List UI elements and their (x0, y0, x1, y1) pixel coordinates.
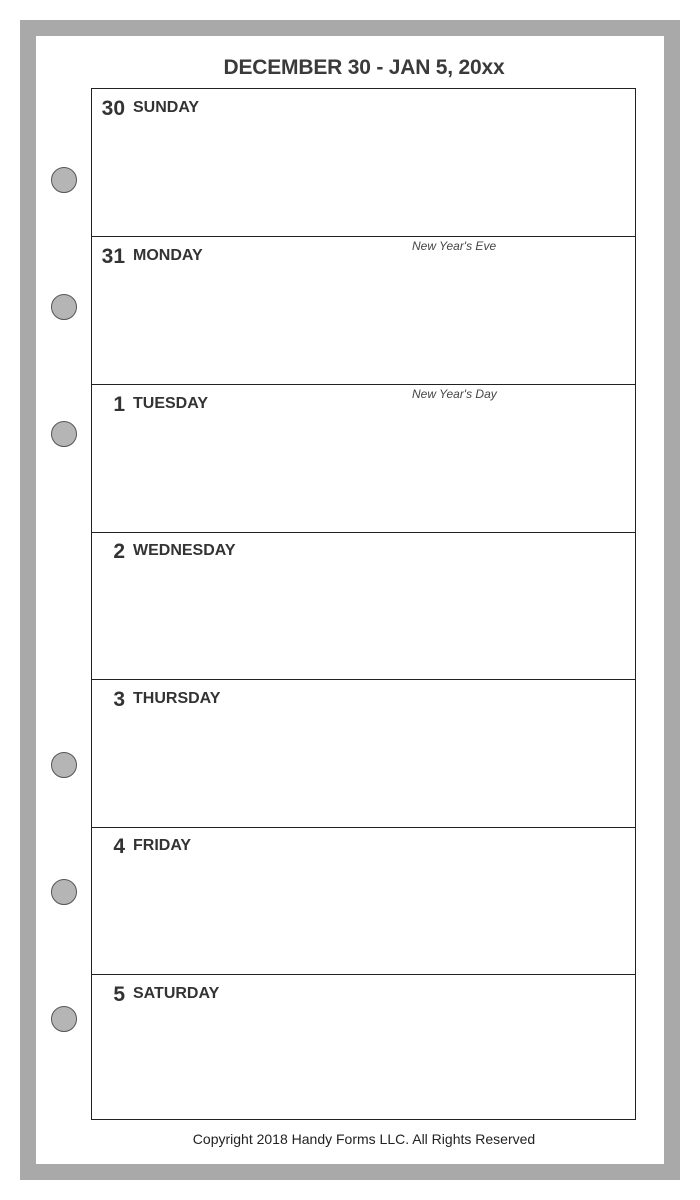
week-grid (91, 88, 636, 1120)
day-row-tuesday[interactable] (92, 385, 635, 533)
day-number: 4 (113, 835, 125, 858)
day-name: SATURDAY (133, 985, 220, 1002)
punch-hole (51, 294, 77, 320)
holiday-note: New Year's Eve (412, 239, 497, 253)
day-number: 5 (113, 983, 125, 1006)
punch-hole (51, 421, 77, 447)
copyright-text: Copyright 2018 Handy Forms LLC. All Rights Reserved (192, 1131, 536, 1147)
punch-hole (51, 752, 77, 778)
punch-hole (51, 879, 77, 905)
day-name: TUESDAY (133, 395, 208, 412)
day-name: WEDNESDAY (133, 542, 236, 559)
day-name: MONDAY (133, 247, 203, 264)
day-name: SUNDAY (133, 99, 200, 116)
day-number: 31 (101, 245, 125, 268)
day-number: 2 (113, 540, 125, 563)
day-number: 30 (101, 97, 125, 120)
holiday-note: New Year's Day (412, 387, 497, 401)
week-title: DECEMBER 30 - JAN 5, 20xx (223, 56, 505, 79)
day-name: THURSDAY (133, 690, 221, 707)
day-row-thursday[interactable] (92, 680, 635, 828)
day-row-saturday[interactable] (92, 975, 635, 1123)
punch-hole (51, 1006, 77, 1032)
day-number: 3 (113, 688, 125, 711)
day-name: FRIDAY (133, 837, 192, 854)
punch-hole (51, 167, 77, 193)
day-row-friday[interactable] (92, 827, 635, 975)
day-number: 1 (113, 393, 125, 416)
day-row-wednesday[interactable] (92, 532, 635, 680)
day-row-sunday[interactable] (92, 89, 635, 237)
day-row-monday[interactable] (92, 237, 635, 385)
